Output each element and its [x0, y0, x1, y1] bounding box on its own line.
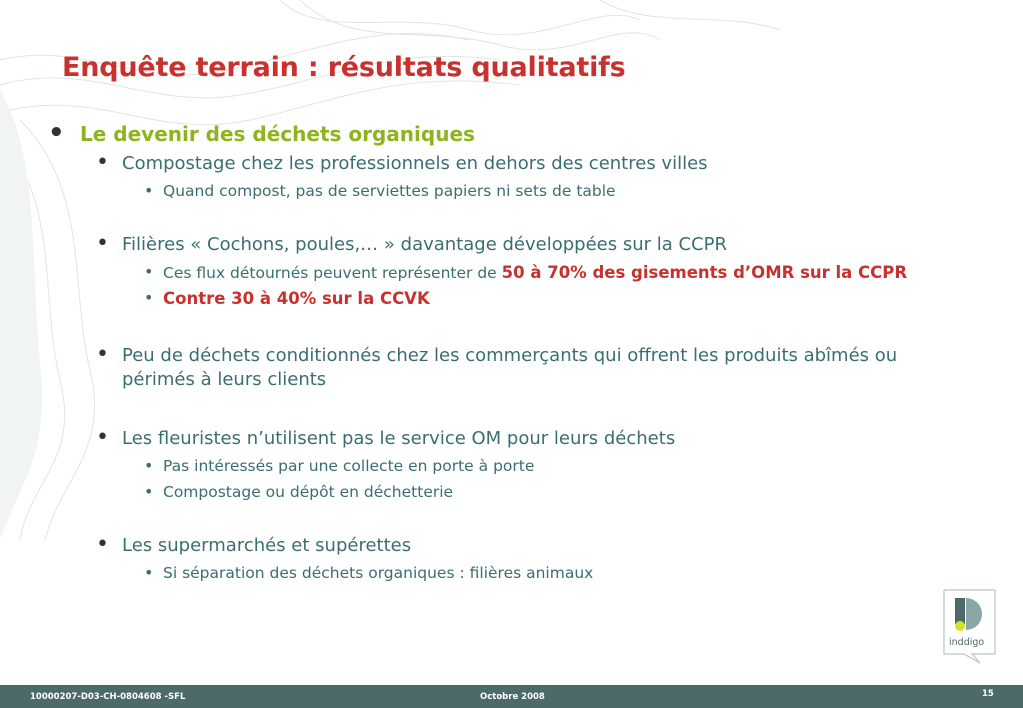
sub-item-text: Si séparation des déchets organiques : filières animaux — [163, 564, 594, 582]
list-item — [96, 532, 412, 557]
sub-list-item — [144, 563, 594, 582]
sub-list-item — [144, 482, 454, 501]
bullet-icon: • — [48, 118, 65, 148]
bullet-icon: • — [96, 342, 109, 367]
list-item — [96, 231, 727, 256]
sub-item-highlight: 50 à 70% des gisements d’OMR sur la CCPR — [501, 263, 908, 282]
item-text: Filières « Cochons, poules,… » davantage développées sur la CCPR — [122, 234, 727, 255]
bullet-icon: • — [144, 456, 154, 475]
item-text: Peu de déchets conditionnés chez les commerçants qui offrent les produits abîmés ou — [122, 345, 898, 366]
inddigo-logo-icon — [942, 588, 997, 665]
sub-list-item — [144, 456, 535, 475]
bullet-icon: • — [96, 150, 109, 175]
item-text: Compostage chez les professionnels en dehors des centres villes — [122, 153, 708, 174]
bullet-icon: • — [144, 181, 154, 200]
slide-title: Enquête terrain : résultats qualitatifs — [62, 52, 626, 83]
footer-reference: 10000207-D03-CH-0804608 -SFL — [30, 692, 186, 702]
item-text: Les fleuristes n’utilisent pas le service OM pour leurs déchets — [122, 428, 676, 449]
item-text: périmés à leurs clients — [122, 369, 327, 390]
sub-item-text: Pas intéressés par une collecte en porte à porte — [163, 457, 535, 475]
sub-item-highlight: Contre 30 à 40% sur la CCVK — [163, 289, 430, 308]
bullet-icon: • — [144, 482, 154, 501]
sub-list-item — [144, 262, 908, 282]
bullet-icon: • — [96, 231, 109, 256]
sub-item-text: Ces flux détournés peuvent représenter de — [163, 264, 502, 282]
bullet-icon: • — [144, 563, 154, 582]
list-item — [96, 150, 708, 175]
bullet-icon: • — [96, 425, 109, 450]
list-item-continuation — [122, 369, 326, 390]
sub-list-item — [144, 181, 616, 200]
footer-date: Octobre 2008 — [480, 692, 545, 702]
list-item — [96, 425, 676, 450]
footer-bar — [0, 685, 1023, 708]
item-text: Les supermarchés et supérettes — [122, 535, 412, 556]
logo-label: inddigo — [949, 637, 985, 648]
sub-item-text: Quand compost, pas de serviettes papiers ni sets de table — [163, 182, 616, 200]
page-number: 15 — [982, 689, 994, 699]
bullet-icon: • — [144, 262, 154, 281]
bullet-icon: • — [144, 288, 154, 307]
bullet-icon: • — [96, 532, 109, 557]
level1-heading: Le devenir des déchets organiques — [80, 122, 475, 146]
sub-list-item — [144, 288, 430, 308]
sub-item-text: Compostage ou dépôt en déchetterie — [163, 483, 454, 501]
list-item — [96, 342, 898, 367]
